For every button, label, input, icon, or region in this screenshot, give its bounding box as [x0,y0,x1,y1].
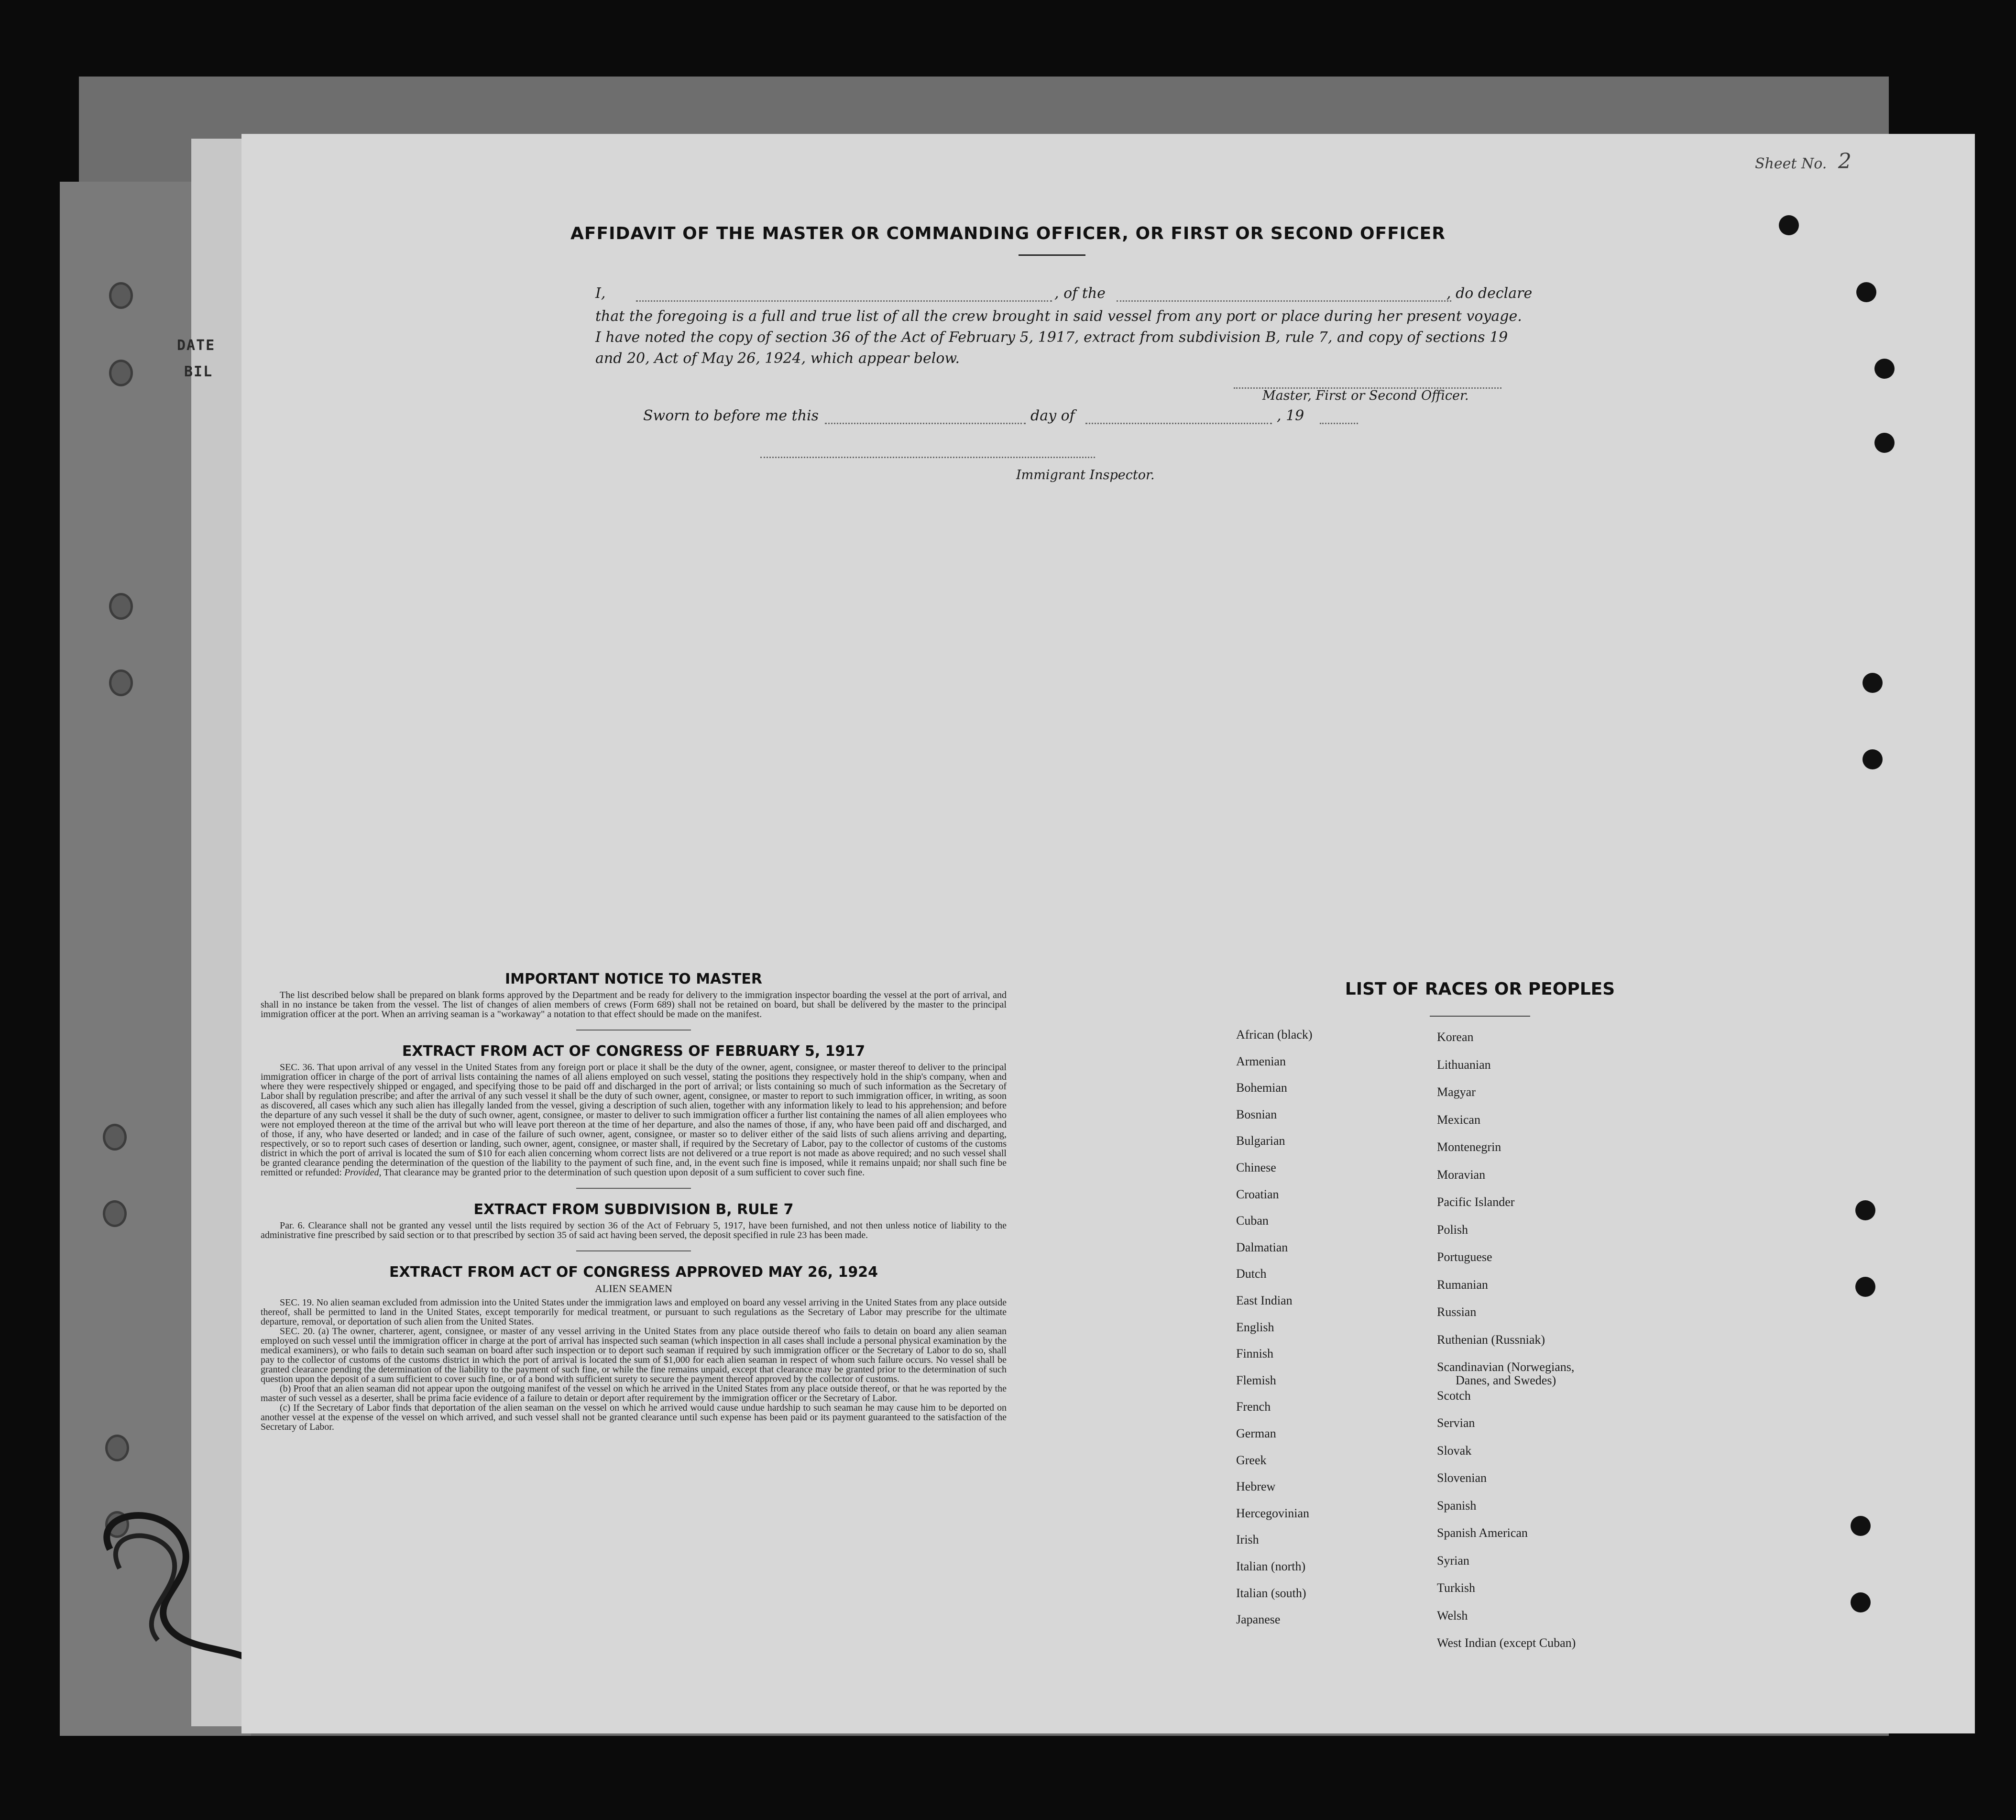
race-item: West Indian (except Cuban) [1437,1636,1576,1650]
race-item: Irish [1236,1533,1259,1547]
punch-hole [1856,282,1876,302]
form-page [241,134,1975,1733]
inspector-signature-label: Immigrant Inspector. [1016,468,1155,482]
extract-1917-text [261,1063,1007,1177]
race-item: Lithuanian [1437,1057,1491,1072]
punch-hole [109,282,133,309]
race-item: Spanish American [1437,1526,1528,1540]
punch-hole [109,360,133,386]
divider [576,1250,691,1251]
race-item: Bulgarian [1236,1134,1285,1148]
race-item: Croatian [1236,1187,1279,1201]
races-rule [1430,1016,1530,1017]
race-item: Scandinavian (Norwegians, Danes, and Swedes) [1437,1360,1575,1387]
punch-hole [1874,433,1895,453]
sheet-number [1755,149,1852,174]
race-item: Japanese [1236,1612,1281,1627]
sheet-number-value: 2 [1838,149,1852,174]
name-field[interactable] [636,300,1052,302]
race-item: East Indian [1236,1294,1293,1307]
provided-word: Provided, [344,1167,382,1178]
alien-seamen-subtitle: ALIEN SEAMEN [595,1283,672,1294]
extract-1917-end: That clearance may be granted prior to the determination of such question upon deposit of a sum sufficient to cover such fine. [383,1167,865,1178]
race-item: English [1236,1320,1274,1334]
punch-hole [1874,359,1895,379]
sec20b-text: (b) Proof that an alien seaman did not appear upon the outgoing manifest of the vessel on which he arrived in the United States from any place outside thereof, or that he was reported by the master of such vessel as a deserter, shall be prima facie evidence of a failure to detain or deport after requirement by the immigration officer or the Secretary of Labor. [261,1383,1007,1403]
race-item: Syrian [1437,1553,1469,1568]
race-item: Spanish [1437,1498,1477,1513]
race-item: Mexican [1437,1112,1480,1127]
race-item: Turkish [1437,1581,1475,1595]
punch-hole [1863,673,1883,693]
rule7-title: EXTRACT FROM SUBDIVISION B, RULE 7 [473,1201,794,1218]
extract-1917-title: EXTRACT FROM ACT OF CONGRESS OF FEBRUARY 5, 1917 [402,1043,866,1060]
race-item: Italian (north) [1236,1559,1306,1573]
race-item: Ruthenian (Russniak) [1437,1332,1545,1347]
punch-hole [109,669,133,696]
race-item: Flemish [1236,1373,1276,1387]
race-item: French [1236,1400,1271,1414]
race-item: Dalmatian [1236,1240,1288,1254]
races-title: LIST OF RACES OR PEOPLES [1345,979,1615,999]
race-item: Scotch [1437,1388,1471,1403]
declare-label: , do declare [1446,285,1533,302]
vessel-field[interactable] [1117,300,1451,302]
sworn-month-field[interactable] [1085,423,1272,424]
race-item: Greek [1236,1453,1267,1467]
sworn-day-field[interactable] [825,423,1026,424]
affidavit-title: AFFIDAVIT OF THE MASTER OR COMMANDING OFFICER, OR FIRST OR SECOND OFFICER [570,224,1446,243]
race-item: Montenegrin [1437,1140,1501,1154]
sheet-number-label: Sheet No. [1755,155,1827,172]
race-item: Portuguese [1437,1250,1492,1264]
race-item: Rumanian [1437,1277,1488,1292]
inspector-signature-field[interactable] [760,457,1095,458]
race-item: Finnish [1236,1347,1274,1361]
race-item: Italian (south) [1236,1586,1306,1600]
race-item: Slovak [1437,1443,1472,1458]
race-item: Hebrew [1236,1480,1276,1494]
race-item: Hercegovinian [1236,1506,1310,1520]
sworn-year-field[interactable] [1320,423,1358,424]
race-item: Pacific Islander [1437,1195,1515,1209]
punch-hole [109,593,133,620]
race-item: Dutch [1236,1267,1267,1281]
legal-notices [261,971,1007,1432]
race-item: Armenian [1236,1054,1286,1068]
notice-text: The list described below shall be prepared on blank forms approved by the Department and be ready for delivery to the immigration inspector boarding the vessel at the port of arrival, and shall in no instance be taken from the vessel. The list of changes of alien members of crews (Form 689) shall not be retained on board, but shall be delivered by the master to the principal immigration officer at the port. When an arriving seaman is a "workaway" a notation to that effect should be made on the manifest. [261,990,1007,1020]
punch-hole [103,1124,127,1151]
notice-title: IMPORTANT NOTICE TO MASTER [505,971,762,987]
extract-1917-body: SEC. 36. That upon arrival of any vessel in the United States from any foreign port or place it shall be the duty of the owner, agent, consignee, or master thereof to deliver to the principal immigration officer in charge of the port of arrival lists containing the names of all aliens employed on such vessel, stating the positions they respectively hold in the ship's company, when and where they were respectively shipped or engaged, and specifying those to be paid off and discharged in the port of arrival; or lists containing so much of such information as the Secretary of Labor shall by regulation prescribe; and after the arrival of any such vessel it shall be the duty of such owner, agent, consignee, or master to report to such immigration officer, in writing, as soon as discovered, all cases which any such alien has illegally landed from the vessel, giving a description of such alien, together with any information likely to lead to his apprehension; and before the departure of any such vessel it shall be the duty of such owner, agent, consignee, or master to deliver to such immigration officer a further list containing the names of all alien employees who were not employed thereon at the time of the arrival but who will leave port thereon at the time of her departure, and also the names of those, if any, who have been paid off and discharged, and of those, if any, who have deserted or landed; and in case of the failure of such owner, agent, consignee, or master so to deliver either of the said lists of such aliens arriving and departing, respectively, or so to report such cases of desertion or landing, such owner, agent, consignee, or master shall, if required by the Secretary of Labor, pay to the collector of customs of the customs district in which the port of arrival is located the sum of $10 for each alien concerning whom correct lists are not delivered or a true report is not made as above required; and no such vessel shall be granted clearance pending the determination of the question of the liability to the payment of such fine, and, in the event such fine is imposed, while it remains unpaid; nor shall such fine be remitted or refunded: [261,1062,1007,1178]
race-item: Moravian [1437,1167,1486,1182]
year-label: , 19 [1277,407,1304,424]
race-item: Magyar [1437,1085,1476,1099]
race-item: Bosnian [1236,1107,1277,1121]
rule7-text: Par. 6. Clearance shall not be granted any vessel until the lists required by section 36 of the Act of February 5, 1917, have been furnished, and not then unless notice of liability to the administrative fine prescribed by said section or to that prescribed by section 35 of said act having been served, the deposit specified in rule 23 has been made. [261,1220,1007,1240]
punch-hole [1851,1592,1871,1612]
race-item: German [1236,1426,1276,1440]
punch-hole [1855,1277,1875,1297]
race-item: Servian [1437,1416,1475,1430]
race-item: Polish [1437,1222,1468,1237]
affidavit-line-4: and 20, Act of May 26, 1924, which appear below. [595,350,960,367]
affidavit-i: I, [595,285,606,302]
punch-hole [1863,749,1883,769]
sworn-label: Sworn to before me this [643,407,819,424]
race-item: Bohemian [1236,1081,1287,1095]
race-item: Slovenian [1437,1471,1487,1485]
divider [576,1030,691,1031]
day-of-label: day of [1030,407,1075,424]
race-item: African (black) [1236,1028,1313,1042]
punch-hole [105,1435,129,1461]
affidavit-line-2: that the foregoing is a full and true list of all the crew brought in said vessel from any port or place during her present voyage. [595,308,1522,325]
divider [576,1188,691,1189]
background-date-label: DATE [177,337,216,354]
extract-1924-title: EXTRACT FROM ACT OF CONGRESS APPROVED MAY 26, 1924 [389,1264,878,1281]
punch-hole [1851,1516,1871,1536]
background-bil-label: BIL [184,363,213,380]
punch-hole [103,1200,127,1227]
race-item: Korean [1437,1030,1474,1044]
race-item: Russian [1437,1305,1477,1319]
race-item: Welsh [1437,1608,1468,1623]
of-the-label: , of the [1054,285,1106,302]
affidavit-line-3: I have noted the copy of section 36 of the Act of February 5, 1917, extract from subdivision B, rule 7, and copy of sections 19 [595,329,1508,346]
race-item: Chinese [1236,1161,1276,1174]
race-item: Cuban [1236,1214,1269,1228]
punch-hole [1855,1200,1875,1220]
sec19-text: SEC. 19. No alien seaman excluded from admission into the United States under the immigration laws and employed on board any vessel arriving in the United States from any place outside thereof, shall be permitted to land in the United States, except temporarily for medical treatment, or pursuant to such regulations as the Secretary of Labor may prescribe for the ultimate departure, removal, or deportation of such alien from the United States. [261,1297,1007,1327]
sec20a-text: SEC. 20. (a) The owner, charterer, agent, consignee, or master of any vessel arriving in the United States from any place outside thereof who fails to detain on board any alien seaman employed on such vessel until the immigration officer in charge at the port of arrival has inspected such seaman (which inspection in all cases shall include a personal physical examination by the medical examiners), or who fails to detain such seaman on board after such inspection or to deport such seaman if required by such immigration officer or the Secretary of Labor to do so, shall pay to the collector of customs of the customs district in which the port of arrival is located the sum of $1,000 for each alien seaman in respect of whom such failure occurs. No vessel shall be granted clearance pending the determination of the liability to the payment of such fine, or while the fine remains unpaid, except that clearance may be granted prior to the determination of such question upon the deposit of a sum sufficient to cover such fine, or of a bond with sufficient surety to secure the payment thereof approved by the collector of customs. [261,1326,1007,1384]
sec20c-text: (c) If the Secretary of Labor finds that deportation of the alien seaman on the vessel on which he arrived would cause undue hardship to such seaman he may cause him to be deported on another vessel at the expense of the vessel on which arrived, and such vessel shall not be granted clearance until such expense has been paid or its payment guaranteed to the satisfaction of the Secretary of Labor. [261,1403,1007,1432]
master-signature-label: Master, First or Second Officer. [1262,388,1469,403]
title-rule [1019,254,1085,256]
